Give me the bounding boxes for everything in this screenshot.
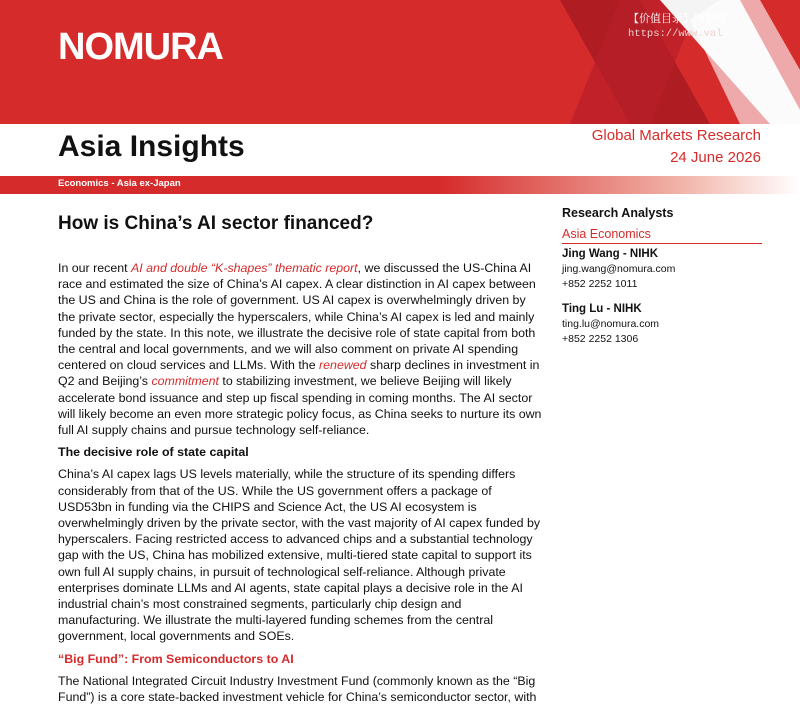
- analyst-email[interactable]: ting.lu@nomura.com: [562, 318, 660, 330]
- intro-paragraph: In our recent AI and double “K-shapes” thematic report, we discussed the US-China AI race and estimated the size of China’s AI capex. A clear distinction in AI capex between the US and China is the role of government. US AI capex is overwhelmingly driven by the private sector, especially the hyperscalers, while China’s AI capex is led and mainly funded by the state. In this note, we illustrate the decisive role of state capital from both the central and local governments, and we will also comment on private AI spending centered on cloud services and LLMs. With the renewed sharp declines in investment in Q2 and Beijing’s commitment to stabilizing investment, we believe Beijing will likely accelerate bond issuance and step up fiscal spending in coming months. The AI sector will likely become an even more strategic policy focus, as China seeks to nurture its own full AI supply chains and pursue technology self-reliance.: [58, 261, 542, 438]
- category-bar: [0, 176, 800, 194]
- nomura-logo: NOMURA: [58, 26, 223, 68]
- renewed-link[interactable]: renewed: [319, 358, 367, 373]
- section-paragraph-big-fund: The National Integrated Circuit Industry Investment Fund (commonly known as the “Big Fund”) is a core state-backed investment vehicle for China’s semiconductor sector, with: [58, 673, 537, 705]
- section-paragraph-state-capital: China’s AI capex lags US levels materially, while the structure of its spending differs considerably from that of the US. While the US government offers a package of USD53bn in funding via the CHIPS and Science Act, the US AI ecosystem is overwhelmingly driven by the private sector, with the vast majority of AI capex funded by hyperscalers. Facing restricted access to advanced chips and a substantial technology gap with the US, China has mobilized extensive, multi-tiered state capital to support its own full AI supply chains, in pursuit of technological self-reliance. Although private enterprises dominate LLMs and AI agents, state capital plays a decisive role in the AI industrial chain’s most constrained segments, particularly chip design and manufacturing. We illustrate the multi-layered funding schemes from the central government, local governments and SOEs.: [58, 467, 541, 644]
- team-name: Asia Economics: [562, 227, 762, 244]
- analyst-phone: +852 2252 1306: [562, 333, 639, 345]
- publication-date: 24 June 2026: [670, 149, 761, 166]
- analyst-email[interactable]: jing.wang@nomura.com: [562, 263, 676, 275]
- section-heading-state-capital: The decisive role of state capital: [58, 445, 249, 460]
- category-label: Economics - Asia ex-Japan: [58, 178, 181, 189]
- header-banner: [0, 0, 800, 124]
- watermark: [628, 12, 727, 42]
- article-body: [58, 212, 543, 711]
- watermark-line2: https://www.val: [628, 28, 723, 40]
- thematic-report-link[interactable]: AI and double “K-shapes” thematic report: [131, 261, 358, 275]
- sidebar-heading: Research Analysts: [562, 206, 674, 220]
- page-title: Asia Insights: [58, 130, 245, 163]
- watermark-line1: 【价值目录】网整理: [628, 13, 727, 25]
- section-heading-big-fund: “Big Fund”: From Semiconductors to AI: [58, 651, 294, 666]
- article-headline: How is China’s AI sector financed?: [58, 213, 374, 234]
- analyst-name: Jing Wang - NIHK: [562, 248, 659, 260]
- department-name: Global Markets Research: [591, 127, 761, 144]
- analyst-name: Ting Lu - NIHK: [562, 303, 642, 315]
- department-block: [592, 125, 761, 169]
- analyst-phone: +852 2252 1011: [562, 278, 638, 290]
- commitment-link[interactable]: commitment: [151, 374, 219, 389]
- analyst-sidebar: [562, 206, 762, 347]
